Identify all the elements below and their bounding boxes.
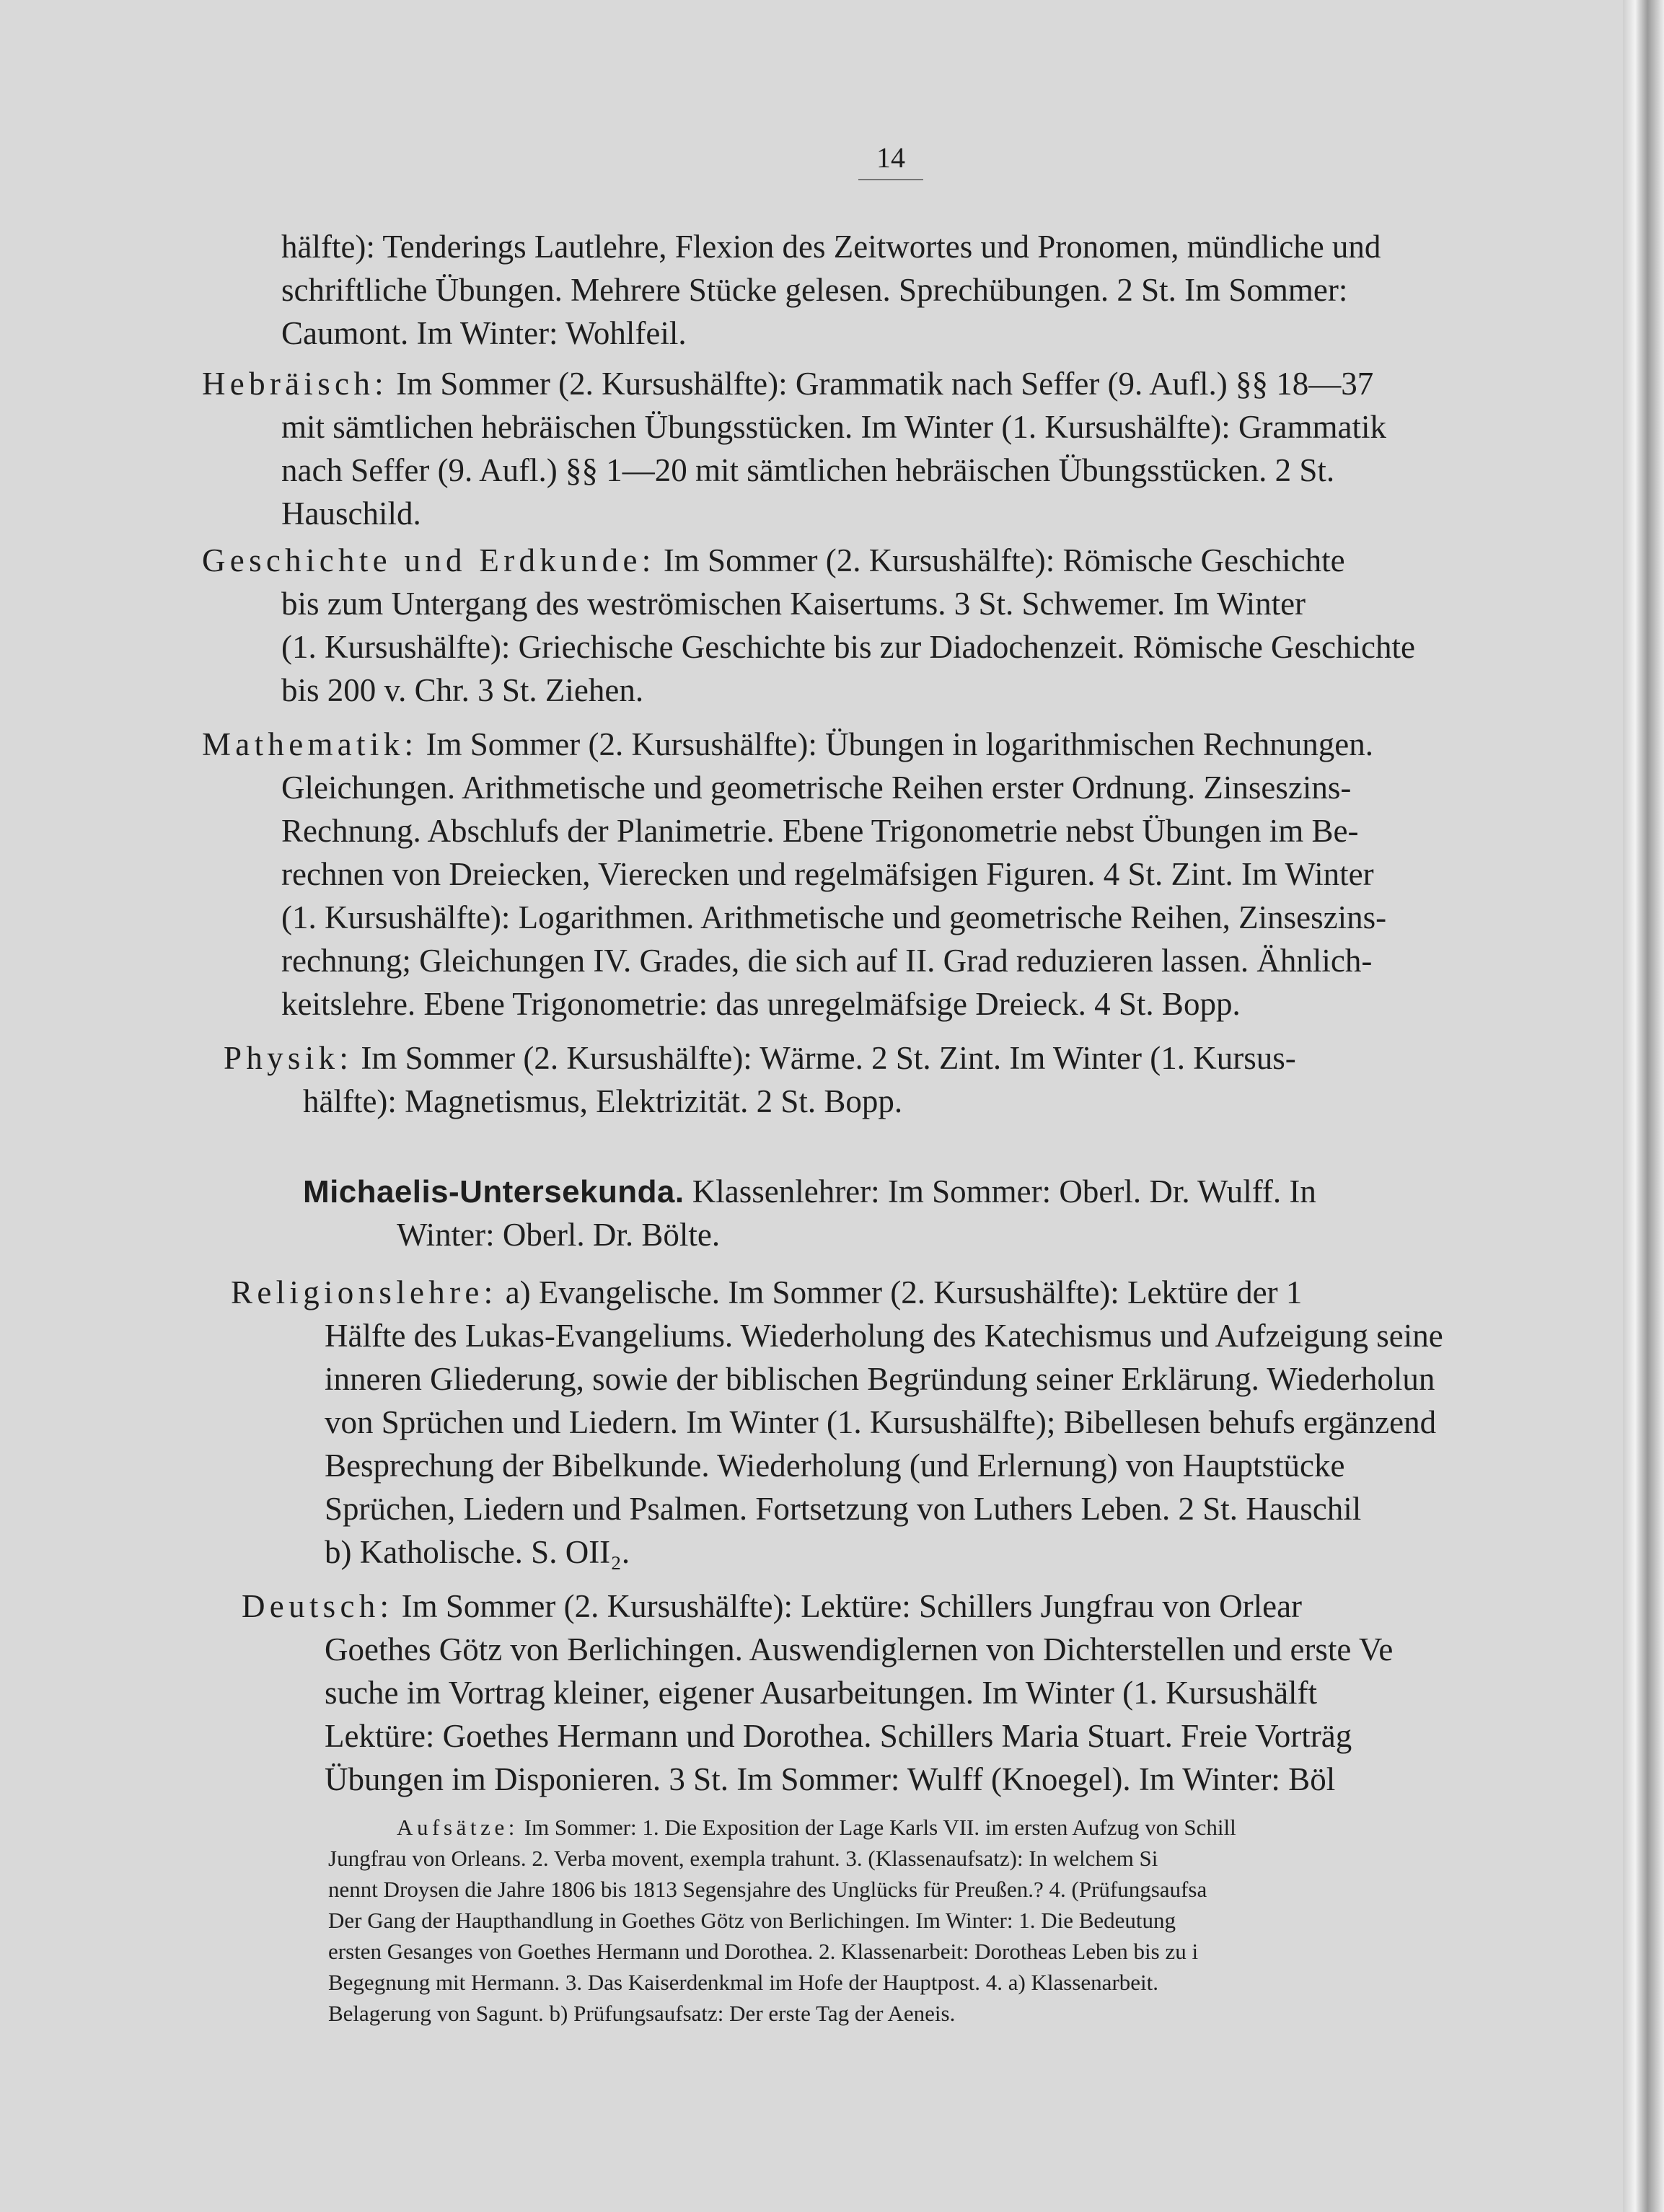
note-line: Belagerung von Sagunt. b) Prüfungsaufsatz: Der erste Tag der Aeneis. [328, 2001, 956, 2026]
text-line: hälfte): Tenderings Lautlehre, Flexion des Zeitwortes und Pronomen, mündliche und [281, 229, 1381, 265]
class-title: Michaelis-Untersekunda. [303, 1174, 684, 1209]
section-heading: Hebräisch: [202, 366, 388, 402]
section-deutsch: Deutsch: Im Sommer (2. Kursushälfte): Lektüre: Schillers Jungfrau von Orlear [242, 1588, 1303, 1624]
note-line: nennt Droysen die Jahre 1806 bis 1813 Segensjahre des Unglücks für Preußen.? 4. (Prüfungsaufsa [328, 1877, 1207, 1902]
section-heading: Mathematik: [202, 726, 418, 762]
section-heading: Physik: [224, 1040, 353, 1076]
text-line: hälfte): Magnetismus, Elektrizität. 2 St. Bopp. [303, 1083, 903, 1119]
text-line: b) Katholische. S. OII₂. [325, 1534, 630, 1570]
text-line: schriftliche Übungen. Mehrere Stücke gelesen. Sprechübungen. 2 St. Im Sommer: [281, 272, 1348, 308]
page-number: 14 [876, 141, 905, 174]
text-line: suche im Vortrag kleiner, eigener Ausarbeitungen. Im Winter (1. Kursushälft [325, 1675, 1318, 1711]
note-line: Der Gang der Haupthandlung in Goethes Götz von Berlichingen. Im Winter: 1. Die Bedeutung [328, 1908, 1176, 1933]
text-line: Gleichungen. Arithmetische und geometrische Reihen erster Ordnung. Zinseszins- [281, 770, 1352, 806]
section-heading: Deutsch: [242, 1588, 394, 1624]
text-line: mit sämtlichen hebräischen Übungsstücken. Im Winter (1. Kursushälfte): Grammatik [281, 409, 1386, 445]
note-line: Jungfrau von Orleans. 2. Verba movent, exempla trahunt. 3. (Klassenaufsatz): In welchem Si [328, 1846, 1158, 1871]
section-hebraeisch: Hebräisch: Im Sommer (2. Kursushälfte): Grammatik nach Seffer (9. Aufl.) §§ 18—37 [202, 366, 1374, 402]
text-line: rechnung; Gleichungen IV. Grades, die sich auf II. Grad reduzieren lassen. Ähnlich- [281, 943, 1373, 979]
section-geschichte: Geschichte und Erdkunde: Im Sommer (2. Kursushälfte): Römische Geschichte [202, 542, 1345, 578]
class-heading: Michaelis-Untersekunda. Klassenlehrer: Im Sommer: Oberl. Dr. Wulff. In [303, 1173, 1316, 1209]
section-physik: Physik: Im Sommer (2. Kursushälfte): Wärme. 2 St. Zint. Im Winter (1. Kursus- [224, 1040, 1296, 1076]
text-line: keitslehre. Ebene Trigonometrie: das unregelmäfsige Dreieck. 4 St. Bopp. [281, 986, 1241, 1022]
text-line: Hauschild. [281, 495, 421, 532]
text-line: rechnen von Dreiecken, Vierecken und regelmäfsigen Figuren. 4 St. Zint. Im Winter [281, 856, 1374, 892]
text-line: bis 200 v. Chr. 3 St. Ziehen. [281, 672, 644, 708]
note-line: Begegnung mit Hermann. 3. Das Kaiserdenkmal im Hofe der Hauptpost. 4. a) Klassenarbeit. [328, 1970, 1158, 1995]
page-number-rule [858, 179, 923, 180]
text-line: Lektüre: Goethes Hermann und Dorothea. Schillers Maria Stuart. Freie Vorträg [325, 1718, 1352, 1754]
section-heading: Religionslehre: [231, 1274, 498, 1310]
binding-edge [1623, 0, 1664, 2212]
section-religionslehre: Religionslehre: a) Evangelische. Im Sommer (2. Kursushälfte): Lektüre der 1 [231, 1274, 1303, 1310]
section-heading: Geschichte und Erdkunde: [202, 542, 656, 578]
text-line: Hälfte des Lukas-Evangeliums. Wiederholung des Katechismus und Aufzeigung seine [325, 1318, 1443, 1354]
text-line: Caumont. Im Winter: Wohlfeil. [281, 315, 687, 351]
text-line: (1. Kursushälfte): Griechische Geschichte bis zur Diadochenzeit. Römische Geschichte [281, 629, 1415, 665]
text-line: Winter: Oberl. Dr. Bölte. [397, 1217, 721, 1253]
text-line: von Sprüchen und Liedern. Im Winter (1. Kursushälfte); Bibellesen behufs ergänzend [325, 1404, 1437, 1440]
note-line: ersten Gesanges von Goethes Hermann und Dorothea. 2. Klassenarbeit: Dorotheas Leben bis zu i [328, 1939, 1199, 1964]
text-line: bis zum Untergang des weströmischen Kaisertums. 3 St. Schwemer. Im Winter [281, 586, 1306, 622]
text-line: (1. Kursushälfte): Logarithmen. Arithmetische und geometrische Reihen, Zinseszins- [281, 899, 1387, 935]
text-line: nach Seffer (9. Aufl.) §§ 1—20 mit sämtlichen hebräischen Übungsstücken. 2 St. [281, 452, 1335, 488]
essay-note: Aufsätze: Im Sommer: 1. Die Exposition der Lage Karls VII. im ersten Aufzug von Schill [397, 1815, 1236, 1840]
text-line: Übungen im Disponieren. 3 St. Im Sommer: Wulff (Knoegel). Im Winter: Böl [325, 1761, 1336, 1797]
section-mathematik: Mathematik: Im Sommer (2. Kursushälfte): Übungen in logarithmischen Rechnungen. [202, 726, 1373, 762]
text-line: Rechnung. Abschlufs der Planimetrie. Ebene Trigonometrie nebst Übungen im Be- [281, 813, 1359, 849]
note-heading: Aufsätze: [397, 1815, 519, 1840]
text-line: Sprüchen, Liedern und Psalmen. Fortsetzung von Luthers Leben. 2 St. Hauschil [325, 1491, 1362, 1527]
text-line: Besprechung der Bibelkunde. Wiederholung (und Erlernung) von Hauptstücke [325, 1448, 1345, 1484]
text-line: inneren Gliederung, sowie der biblischen Begründung seiner Erklärung. Wiederholun [325, 1361, 1435, 1397]
text-line: Goethes Götz von Berlichingen. Auswendiglernen von Dichterstellen und erste Ve [325, 1631, 1394, 1667]
